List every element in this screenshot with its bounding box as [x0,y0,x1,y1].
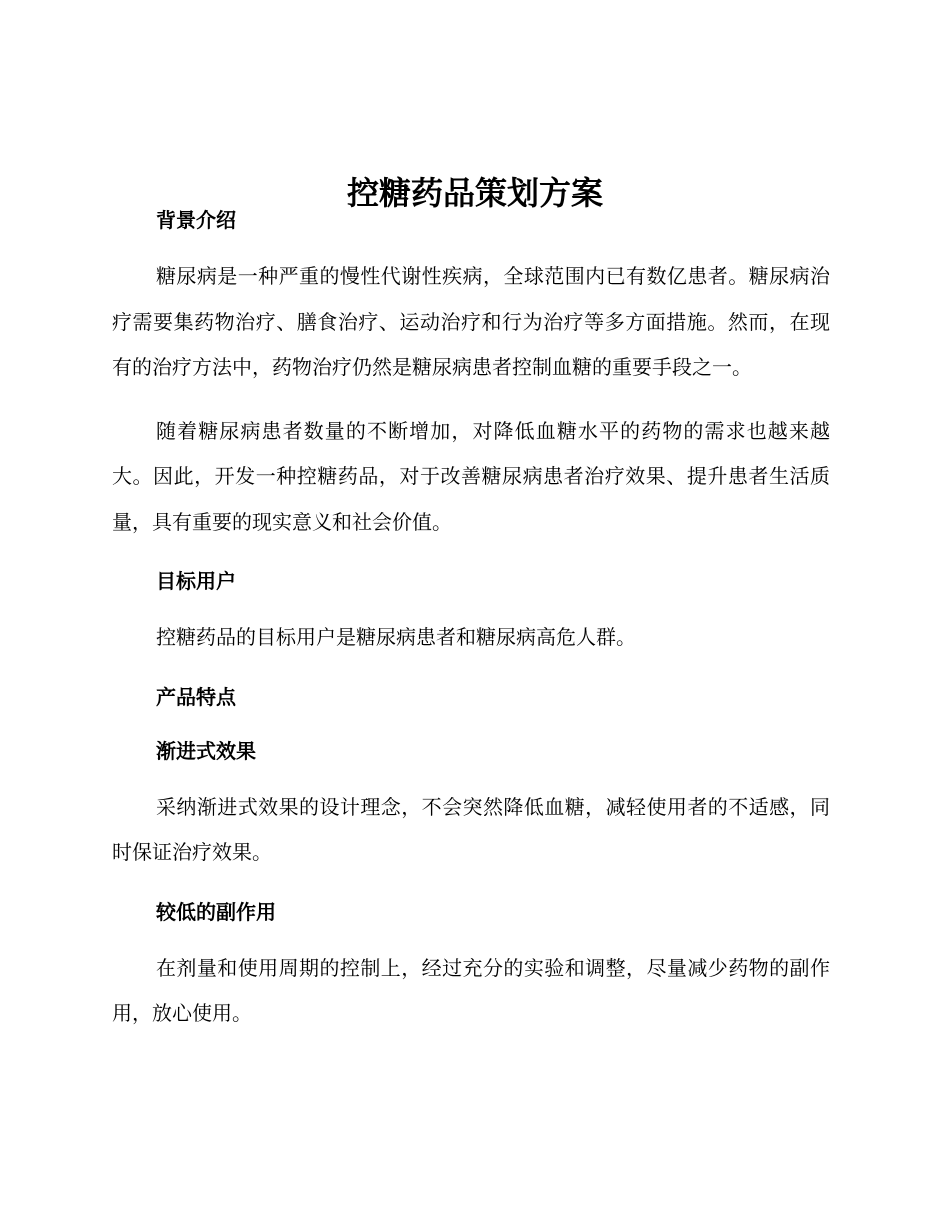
paragraph-low-side-effects: 在剂量和使用周期的控制上，经过充分的实验和调整，尽量减少药物的副作用，放心使用。 [112,955,830,1025]
section-heading-target-users: 目标用户 [156,569,236,593]
paragraph-background-1: 糖尿病是一种严重的慢性代谢性疾病，全球范围内已有数亿患者。糖尿病治疗需要集药物治疗、膳食治疗、运动治疗和行为治疗等多方面措施。然而，在现有的治疗方法中，药物治疗仍然是糖尿病患者控制血糖的重要手段之一。 [112,264,830,379]
subheading-low-side-effects: 较低的副作用 [156,899,276,924]
paragraph-gradual-effect: 采纳渐进式效果的设计理念，不会突然降低血糖，减轻使用者的不适感，同时保证治疗效果。 [112,794,830,864]
section-heading-background: 背景介绍 [156,208,236,232]
document-title: 控糖药品策划方案 [346,174,603,213]
section-heading-features: 产品特点 [156,684,236,709]
paragraph-target-users: 控糖药品的目标用户是糖尿病患者和糖尿病高危人群。 [156,625,636,649]
document-body [112,200,830,1037]
paragraph-background-2: 随着糖尿病患者数量的不断增加，对降低血糖水平的药物的需求也越来越大。因此，开发一种控糖药品，对于改善糖尿病患者治疗效果、提升患者生活质量，具有重要的现实意义和社会价值。 [112,418,830,534]
subheading-gradual-effect: 渐进式效果 [156,738,256,763]
